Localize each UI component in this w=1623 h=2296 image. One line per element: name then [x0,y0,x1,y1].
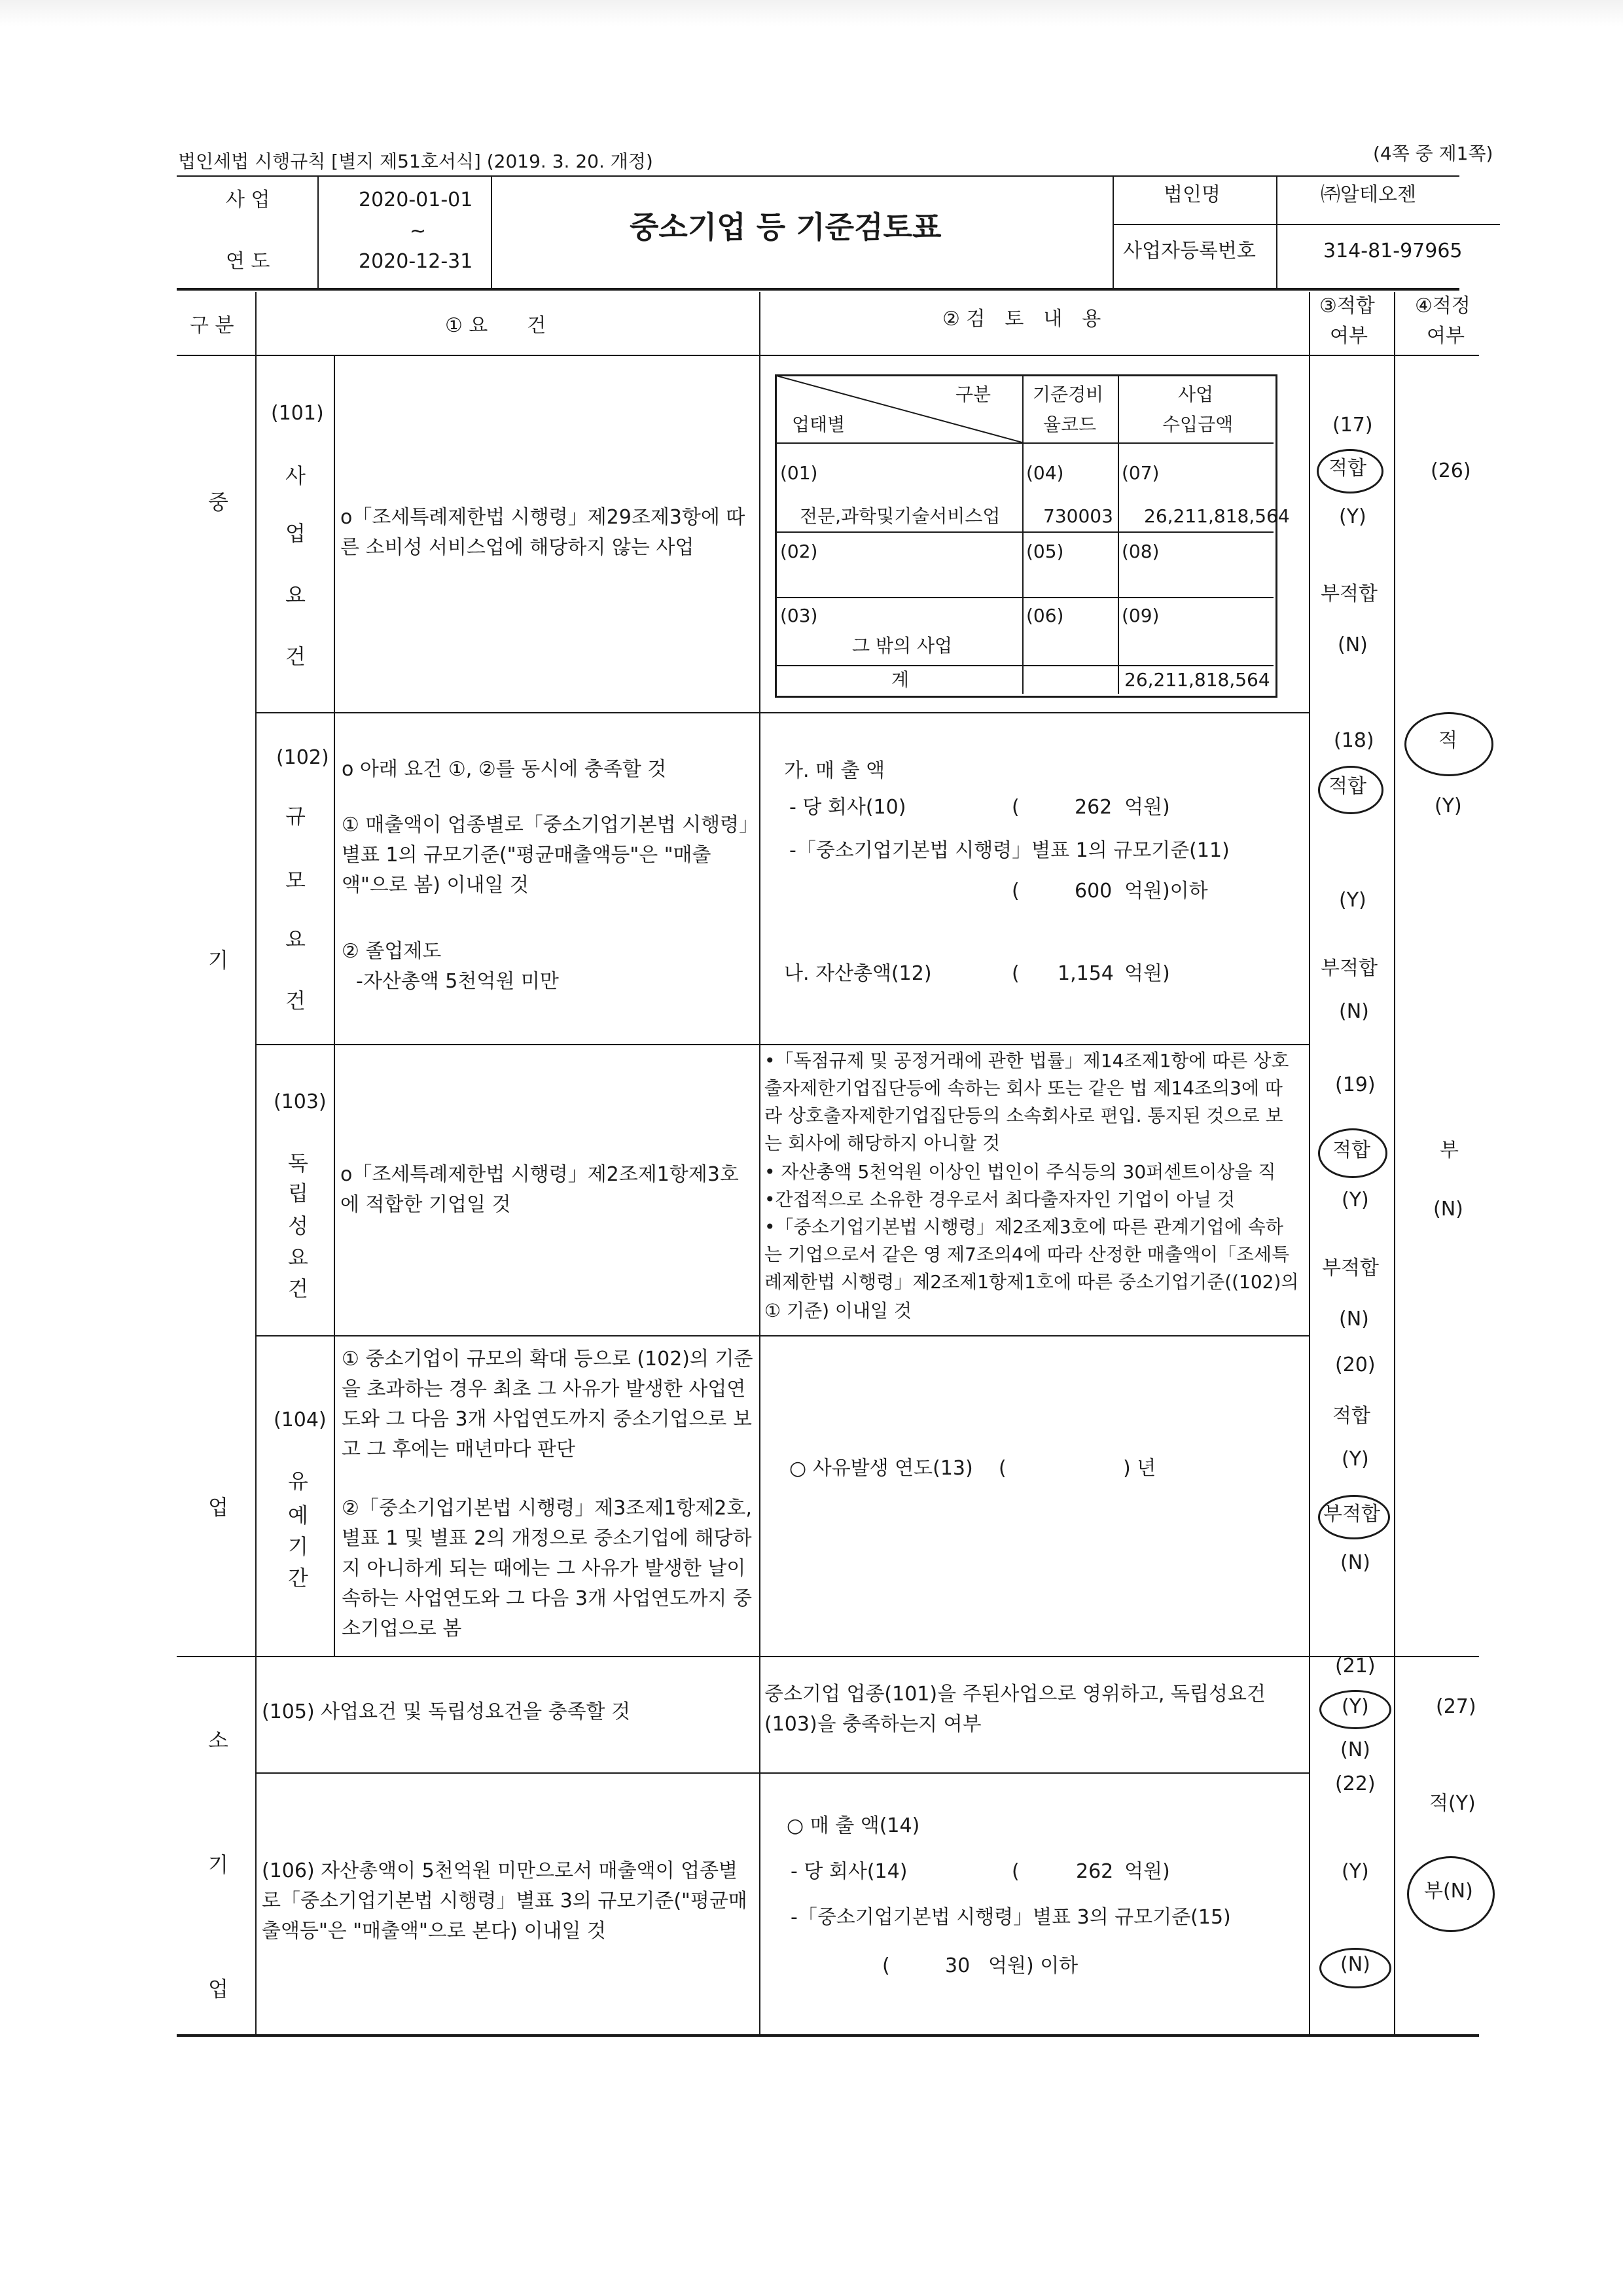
year-label-top: 사 업 [226,188,270,211]
row103-fit-code: (19) [1335,1073,1376,1096]
row103-fit-yes: 적합 [1332,1139,1370,1162]
year-label-bottom: 연 도 [226,250,270,273]
row105-fit-y: (Y) [1342,1695,1369,1718]
rule [255,1335,1309,1336]
row106-review-standard-unit: 억원) 이하 [988,1954,1079,1977]
industry-row-3-name: 그 밖의 사업 [852,635,953,656]
row106-review-standard-label: -「중소기업기본법 시행령」별표 3의 규모기준(15) [791,1906,1231,1929]
row106-requirement: (106) 자산총액이 5천억원 미만으로서 매출액이 업종별로「중소기업기본법 시행령」별표 3의 규모기준("평균매출액등"은 "매출액"으로 본다) 이내일 것 [262,1859,747,1943]
rule [776,531,1274,533]
row103-review-line: 례제한법 시행령」제2조제1항제1호에 따른 중소기업기준((102)의 [764,1271,1299,1293]
row102-review-standard-value: 600 [1075,880,1113,903]
row102-proper-y: (Y) [1435,795,1462,817]
row103-review-line: •「중소기업기본법 시행령」제2조제3호에 따른 관계기업에 속하 [764,1216,1283,1238]
row102-review-company-paren: ( [1012,796,1020,819]
col-header-proper: ④적정 [1415,295,1471,317]
row102-req-sales: ① 매출액이 업종별로「중소기업기본법 시행령」별표 1의 규모기준("평균매출액등"은 "매출액"으로 봄) 이내일 것 [342,814,749,897]
row104-req-1: ① 중소기업이 규모의 확대 등으로 (102)의 기준을 초과하는 경우 최초 그 사유가 발생한 사업연도와 그 다음 3개 사업연도까지 중소기업으로 보고 그 후에는 매년마다 판단 [342,1348,753,1461]
col-header-requirement: ① 요 건 [445,314,546,337]
row106-review-standard-value: 30 [945,1954,971,1977]
row103-review-line: ① 기준) 이내일 것 [764,1300,912,1321]
rule [1394,292,1395,2036]
row103-label-char: 독 [288,1151,308,1175]
row102-review-standard-label: -「중소기업기본법 시행령」별표 1의 규모기준(11) [789,839,1230,862]
industry-row-1-code: 730003 [1043,505,1113,527]
industry-row-2-amount-no: (08) [1122,541,1160,562]
industry-row-3-amount-no: (09) [1122,605,1160,626]
row104-review-paren: ( [999,1457,1007,1480]
col-header-fit-sub: 여부 [1330,325,1368,348]
industry-total-amount: 26,211,818,564 [1124,669,1270,691]
row105-proper-code: (27) [1436,1695,1476,1718]
rule [334,355,335,1656]
row101-label-char: 건 [285,644,306,669]
row106-review-company-label: - 당 회사(14) [791,1860,908,1883]
row106-review-company-value: 262 [1076,1860,1114,1883]
row102-code: (102) [276,746,329,769]
section-sme-char-3: 업 [208,1495,228,1520]
row102-review-company-unit: 억원) [1124,796,1170,819]
industry-total-label: 계 [891,669,910,691]
row102-review-standard-paren: ( [1012,880,1020,903]
row106-review-sales-heading: ○ 매 출 액(14) [787,1814,920,1837]
row102-req-asset: -자산총액 5천억원 미만 [356,970,559,993]
row102-review-company-value: 262 [1075,796,1113,819]
row102-req-graduation: ② 졸업제도 [342,940,442,963]
row102-proper: 적 [1438,729,1457,752]
rule [1113,175,1114,288]
period-end: 2020-12-31 [359,250,473,273]
row103-review-line: • 자산총액 5천억원 이상인 법인이 주식등의 30퍼센트이상을 직 [764,1161,1276,1183]
biz-no: 314-81-97965 [1323,240,1463,262]
row103-fit-no: 부적합 [1322,1257,1379,1280]
row104-req-2: ②「중소기업기본법 시행령」제3조제1항제2호, 별표 1 및 별표 2의 개정으로 중소기업에 해당하지 아니하게 되는 때에는 그 사유가 발생한 날이 속하는 사업연도와 그 다음 3개 사업연도까지 중소기업으로 봄 [342,1497,752,1640]
row104-fit-y: (Y) [1342,1448,1369,1471]
document-title: 중소기업 등 기준검토표 [630,209,942,245]
corp-name: ㈜알테오젠 [1321,183,1416,206]
row106-review-company-paren: ( [1012,1860,1020,1883]
industry-row-1-no: (01) [780,462,818,484]
row106-proper-y: 적(Y) [1429,1792,1476,1815]
row106-proper-n: 부(N) [1424,1880,1473,1903]
industry-row-2-code-no: (05) [1026,541,1064,562]
row104-label-char: 예 [288,1503,308,1528]
row103-code: (103) [274,1090,327,1113]
row102-req-intro: o 아래 요건 ①, ②를 동시에 충족할 것 [342,758,667,781]
industry-table-header-industry: 업태별 [792,414,846,435]
row104-label-char: 유 [288,1469,308,1494]
rule [1276,175,1277,288]
col-header-proper-sub: 여부 [1427,325,1465,348]
rule [1118,376,1119,694]
row103-review-line: 라 상호출자제한기업집단등의 소속회사로 편입. 통지된 것으로 보 [764,1105,1283,1126]
row102-label-char: 모 [285,868,306,893]
row105-requirement: (105) 사업요건 및 독립성요건을 충족할 것 [262,1700,631,1723]
industry-row-1-amount-no: (07) [1122,462,1160,484]
row103-review-line: 는 기업으로서 같은 영 제7조의4에 따라 산정한 매출액이「조세특 [764,1244,1290,1265]
rule [255,1044,1309,1045]
row102-review-standard-unit: 억원)이하 [1124,880,1208,903]
section-sme-char-1: 중 [208,490,228,514]
row103-proper: 부 [1440,1139,1459,1162]
row103-label-char: 요 [288,1245,308,1270]
industry-row-3-no: (03) [780,605,818,626]
industry-row-3-code-no: (06) [1026,605,1064,626]
row102-review-asset-label: 나. 자산총액(12) [784,962,932,985]
row104-fit-no: 부적합 [1323,1503,1380,1526]
rule [776,597,1274,598]
row106-fit-n: (N) [1340,1953,1370,1976]
row103-label-char: 건 [288,1276,308,1301]
rule [491,175,492,288]
rule [177,355,1479,356]
row104-fit-n: (N) [1340,1551,1370,1574]
section-small-char-2: 기 [208,1852,228,1877]
row104-fit-code: (20) [1335,1354,1376,1376]
row102-review-asset-paren: ( [1012,962,1020,985]
row102-label-char: 규 [285,804,306,829]
rule [1113,224,1500,225]
row102-review-sales-heading: 가. 매 출 액 [784,759,885,782]
row101-fit-n: (N) [1338,634,1368,656]
row102-review-company-label: - 당 회사(10) [789,796,906,819]
row102-review-asset-unit: 억원) [1124,962,1170,985]
section-small-char-1: 소 [208,1728,228,1753]
row106-fit-code: (22) [1335,1772,1376,1795]
row104-fit-yes: 적합 [1332,1405,1370,1427]
industry-table-header-code-sub: 율코드 [1043,414,1097,435]
row101-fit-y: (Y) [1339,505,1366,528]
rule [177,175,1459,177]
row105-fit-n: (N) [1340,1738,1370,1761]
row101-fit-no: 부적합 [1321,583,1378,605]
industry-row-2-no: (02) [780,541,818,562]
row102-label-char: 요 [285,927,306,952]
row106-review-standard-paren: ( [882,1954,890,1977]
row101-label-char: 업 [285,521,306,546]
row103-proper-n: (N) [1433,1198,1463,1221]
industry-table-header-code: 기준경비 [1033,384,1104,405]
row101-requirement: o「조세특례제한법 시행령」제29조제3항에 따른 소비성 서비스업에 해당하지 않는 사업 [340,506,745,559]
row102-fit-yes: 적합 [1329,775,1366,798]
period-start: 2020-01-01 [359,188,473,211]
corp-name-label: 법인명 [1164,183,1221,206]
rule [1022,376,1024,694]
row103-requirement: o「조세특례제한법 시행령」제2조제1항제3호에 적합한 기업일 것 [340,1163,739,1216]
row103-fit-n: (N) [1339,1308,1369,1331]
row102-review-asset-value: 1,154 [1058,962,1114,985]
row103-review-line: 출자제한기업집단등에 속하는 회사 또는 같은 법 제14조의3에 따 [764,1077,1283,1099]
industry-row-1-code-no: (04) [1026,462,1064,484]
row104-label-char: 간 [288,1566,308,1590]
industry-table-header-amount-sub: 수입금액 [1162,414,1234,435]
row101-fit-yes: 적합 [1329,457,1366,480]
row103-label-char: 립 [288,1181,308,1206]
rule [255,292,257,2036]
row102-fit-n: (N) [1339,1000,1369,1023]
rule [255,1772,1309,1774]
row106-review-company-unit: 억원) [1124,1860,1170,1883]
col-header-category: 구 분 [190,314,234,337]
row102-label-char: 건 [285,988,306,1013]
row104-code: (104) [274,1408,327,1431]
row103-label-char: 성 [288,1213,308,1238]
row102-fit-code: (18) [1334,729,1374,752]
row103-review-line: 는 회사에 해당하지 아니할 것 [764,1132,1001,1154]
page-indicator: (4쪽 중 제1쪽) [1373,143,1493,164]
rule [317,175,319,288]
row103-review-line: •「독점규제 및 공정거래에 관한 법률」제14조제1항에 따른 상호 [764,1050,1289,1071]
row103-review-line: •간접적으로 소유한 경우로서 최다출자자인 기업이 아닐 것 [764,1189,1236,1210]
section-sme-char-2: 기 [208,948,228,973]
rule [776,442,1274,444]
row103-fit-y: (Y) [1342,1189,1369,1211]
row106-fit-y: (Y) [1342,1860,1369,1883]
row104-review-unit: ) 년 [1123,1457,1156,1480]
row105-fit-code: (21) [1335,1655,1376,1677]
period-tilde: ~ [410,220,427,243]
rule [255,712,1309,713]
row101-label-char: 요 [285,583,306,607]
row101-code: (101) [271,402,324,425]
form-reference: 법인세법 시행규칙 [별지 제51호서식] (2019. 3. 20. 개정) [178,151,653,172]
industry-row-1-amount: 26,211,818,564 [1144,505,1290,527]
row102-fit-no: 부적합 [1321,957,1378,980]
rule [177,2034,1479,2037]
row101-proper-code: (26) [1431,459,1471,482]
industry-row-1-name: 전문,과학및기술서비스업 [800,505,1001,527]
row105-review: 중소기업 업종(101)을 주된사업으로 영위하고, 독립성요건(103)을 충족하는지 여부 [764,1683,1266,1736]
industry-table-header-gubun: 구분 [955,384,991,405]
rule [1309,292,1310,2036]
rule [776,665,1274,666]
rule [177,288,1459,291]
biz-no-label: 사업자등록번호 [1123,240,1256,262]
rule [177,1656,1479,1657]
row104-label-char: 기 [288,1534,308,1559]
industry-table-header-amount: 사업 [1178,384,1214,405]
row101-fit-code: (17) [1332,414,1373,437]
row104-review-label: ○ 사유발생 연도(13) [789,1457,973,1480]
rule [759,292,760,2036]
col-header-review: ② 검 토 내 용 [942,308,1101,331]
row102-fit-y: (Y) [1339,889,1366,912]
col-header-fit: ③적합 [1319,295,1375,317]
section-small-char-3: 업 [208,1977,228,2001]
row101-label-char: 사 [285,463,306,488]
